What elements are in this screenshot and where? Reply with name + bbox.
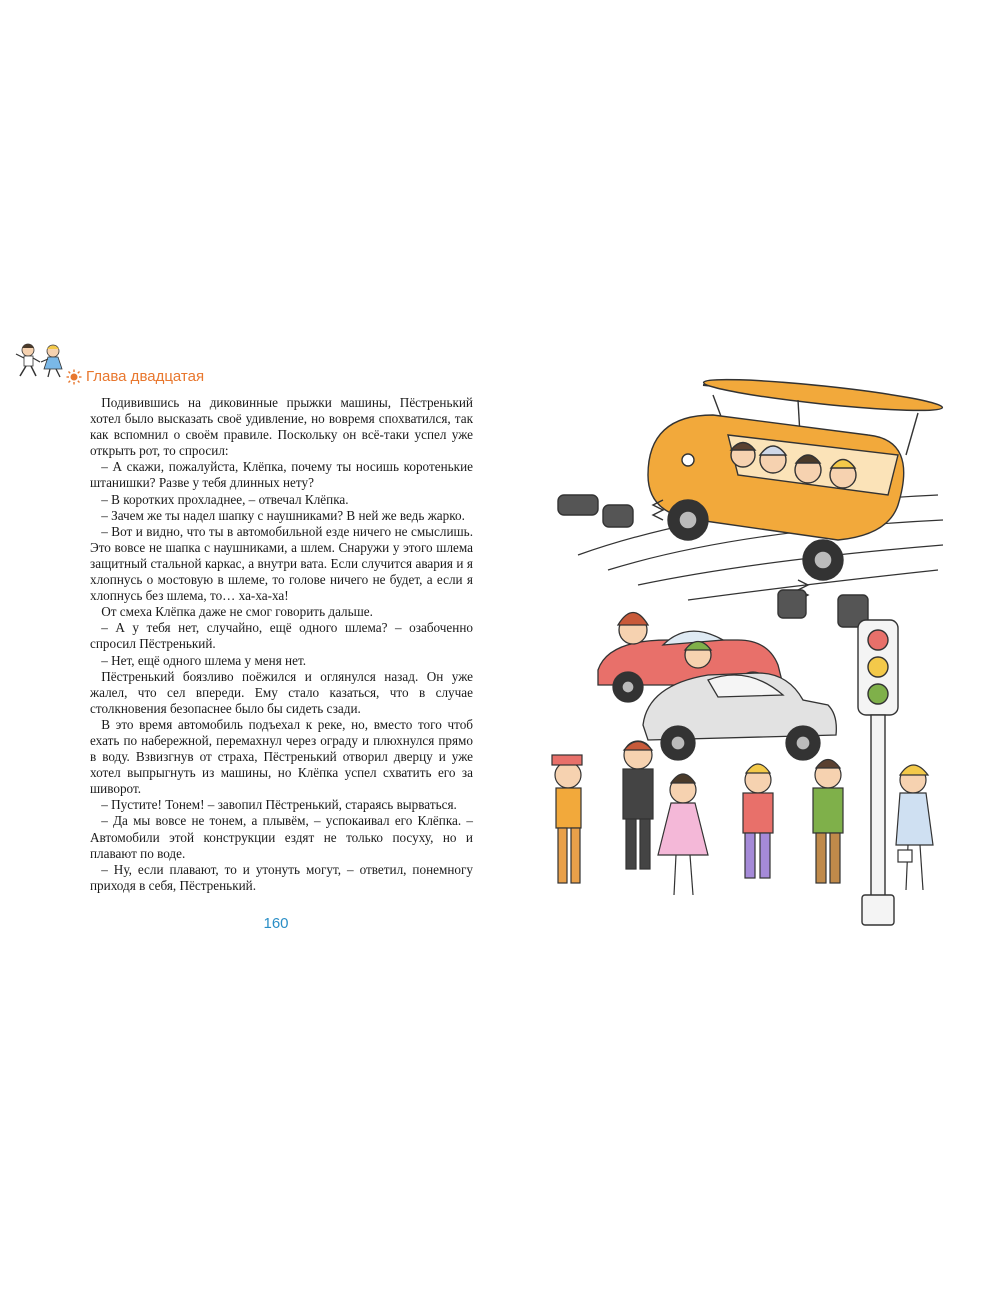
paragraph: – Зачем же ты надел шапку с наушниками? В ней же ведь жарко.: [101, 507, 465, 523]
paragraph: – Вот и видно, что ты в автомобильной езде ничего не смыслишь. Это вовсе не шапка с наушниками, а шлем. Снаружи у этого шлема защитный стальной каркас, а внутри вата. Если случится авария и я хлопнусь о мостовую в шлеме, то голове ничего не будет, а если я хлопнусь без шлема, то… ха-ха-ха!: [90, 523, 473, 604]
paragraph: Подивившись на диковинные прыжки машины, Пёстренький хотел было высказать своё удивление, но вовремя спохватился, так как вспомнил о своём правиле. Поскольку он всё-таки успел уже открыть рот, то спросил:: [90, 395, 473, 459]
chapter-header: [4, 340, 304, 385]
chapter-title: Глава двадцатая: [86, 368, 205, 385]
paragraph: В это время автомобиль подъехал к реке, но, вместо того чтоб ехать по набережной, перемахнул через ограду и плюхнулся прямо в воду. Взвизгнув от страха, Пёстренький отворил дверцу и уже хотел выпрыгнуть из машины, но Клёпка успел схватить его за шиворот.: [90, 716, 473, 797]
grey-car: [643, 673, 836, 760]
paragraph: – А у тебя нет, случайно, ещё одного шлема? – озабоченно спросил Пёстренький.: [90, 620, 473, 652]
paragraph: – Нет, ещё одного шлема у меня нет.: [101, 652, 307, 668]
traffic-light: [858, 620, 898, 925]
flying-car: [558, 374, 943, 627]
sun-icon: [66, 369, 82, 385]
paragraph: Пёстренький боязливо поёжился и оглянулся назад. Он уже жалел, что сел впереди. Ему стало казаться, что в случае столкновения безопаснее было бы сидеть сзади.: [90, 668, 473, 716]
body-text: [90, 395, 473, 894]
paragraph: – Да мы вовсе не тонем, а плывём, – успокаивал его Клёпка. – Автомобили этой конструкции ездят не только посуху, но и плавают по воде.: [90, 813, 473, 861]
paragraph: – А скажи, пожалуйста, Клёпка, почему ты носишь коротенькие штанишки? Разве у тебя длинных нету?: [90, 459, 473, 491]
paragraph: От смеха Клёпка даже не смог говорить дальше.: [101, 604, 373, 620]
paragraph: – Ну, если плавают, то и утонуть могут, – ответил, понемногу приходя в себя, Пёстренький.: [90, 861, 473, 893]
paragraph: – Пустите! Тонем! – завопил Пёстренький, стараясь вырваться.: [101, 797, 457, 813]
page-number: 160: [263, 915, 289, 932]
street-scene-illustration: [538, 355, 948, 935]
paragraph: – В коротких прохладнее, – отвечал Клёпка.: [101, 491, 349, 507]
